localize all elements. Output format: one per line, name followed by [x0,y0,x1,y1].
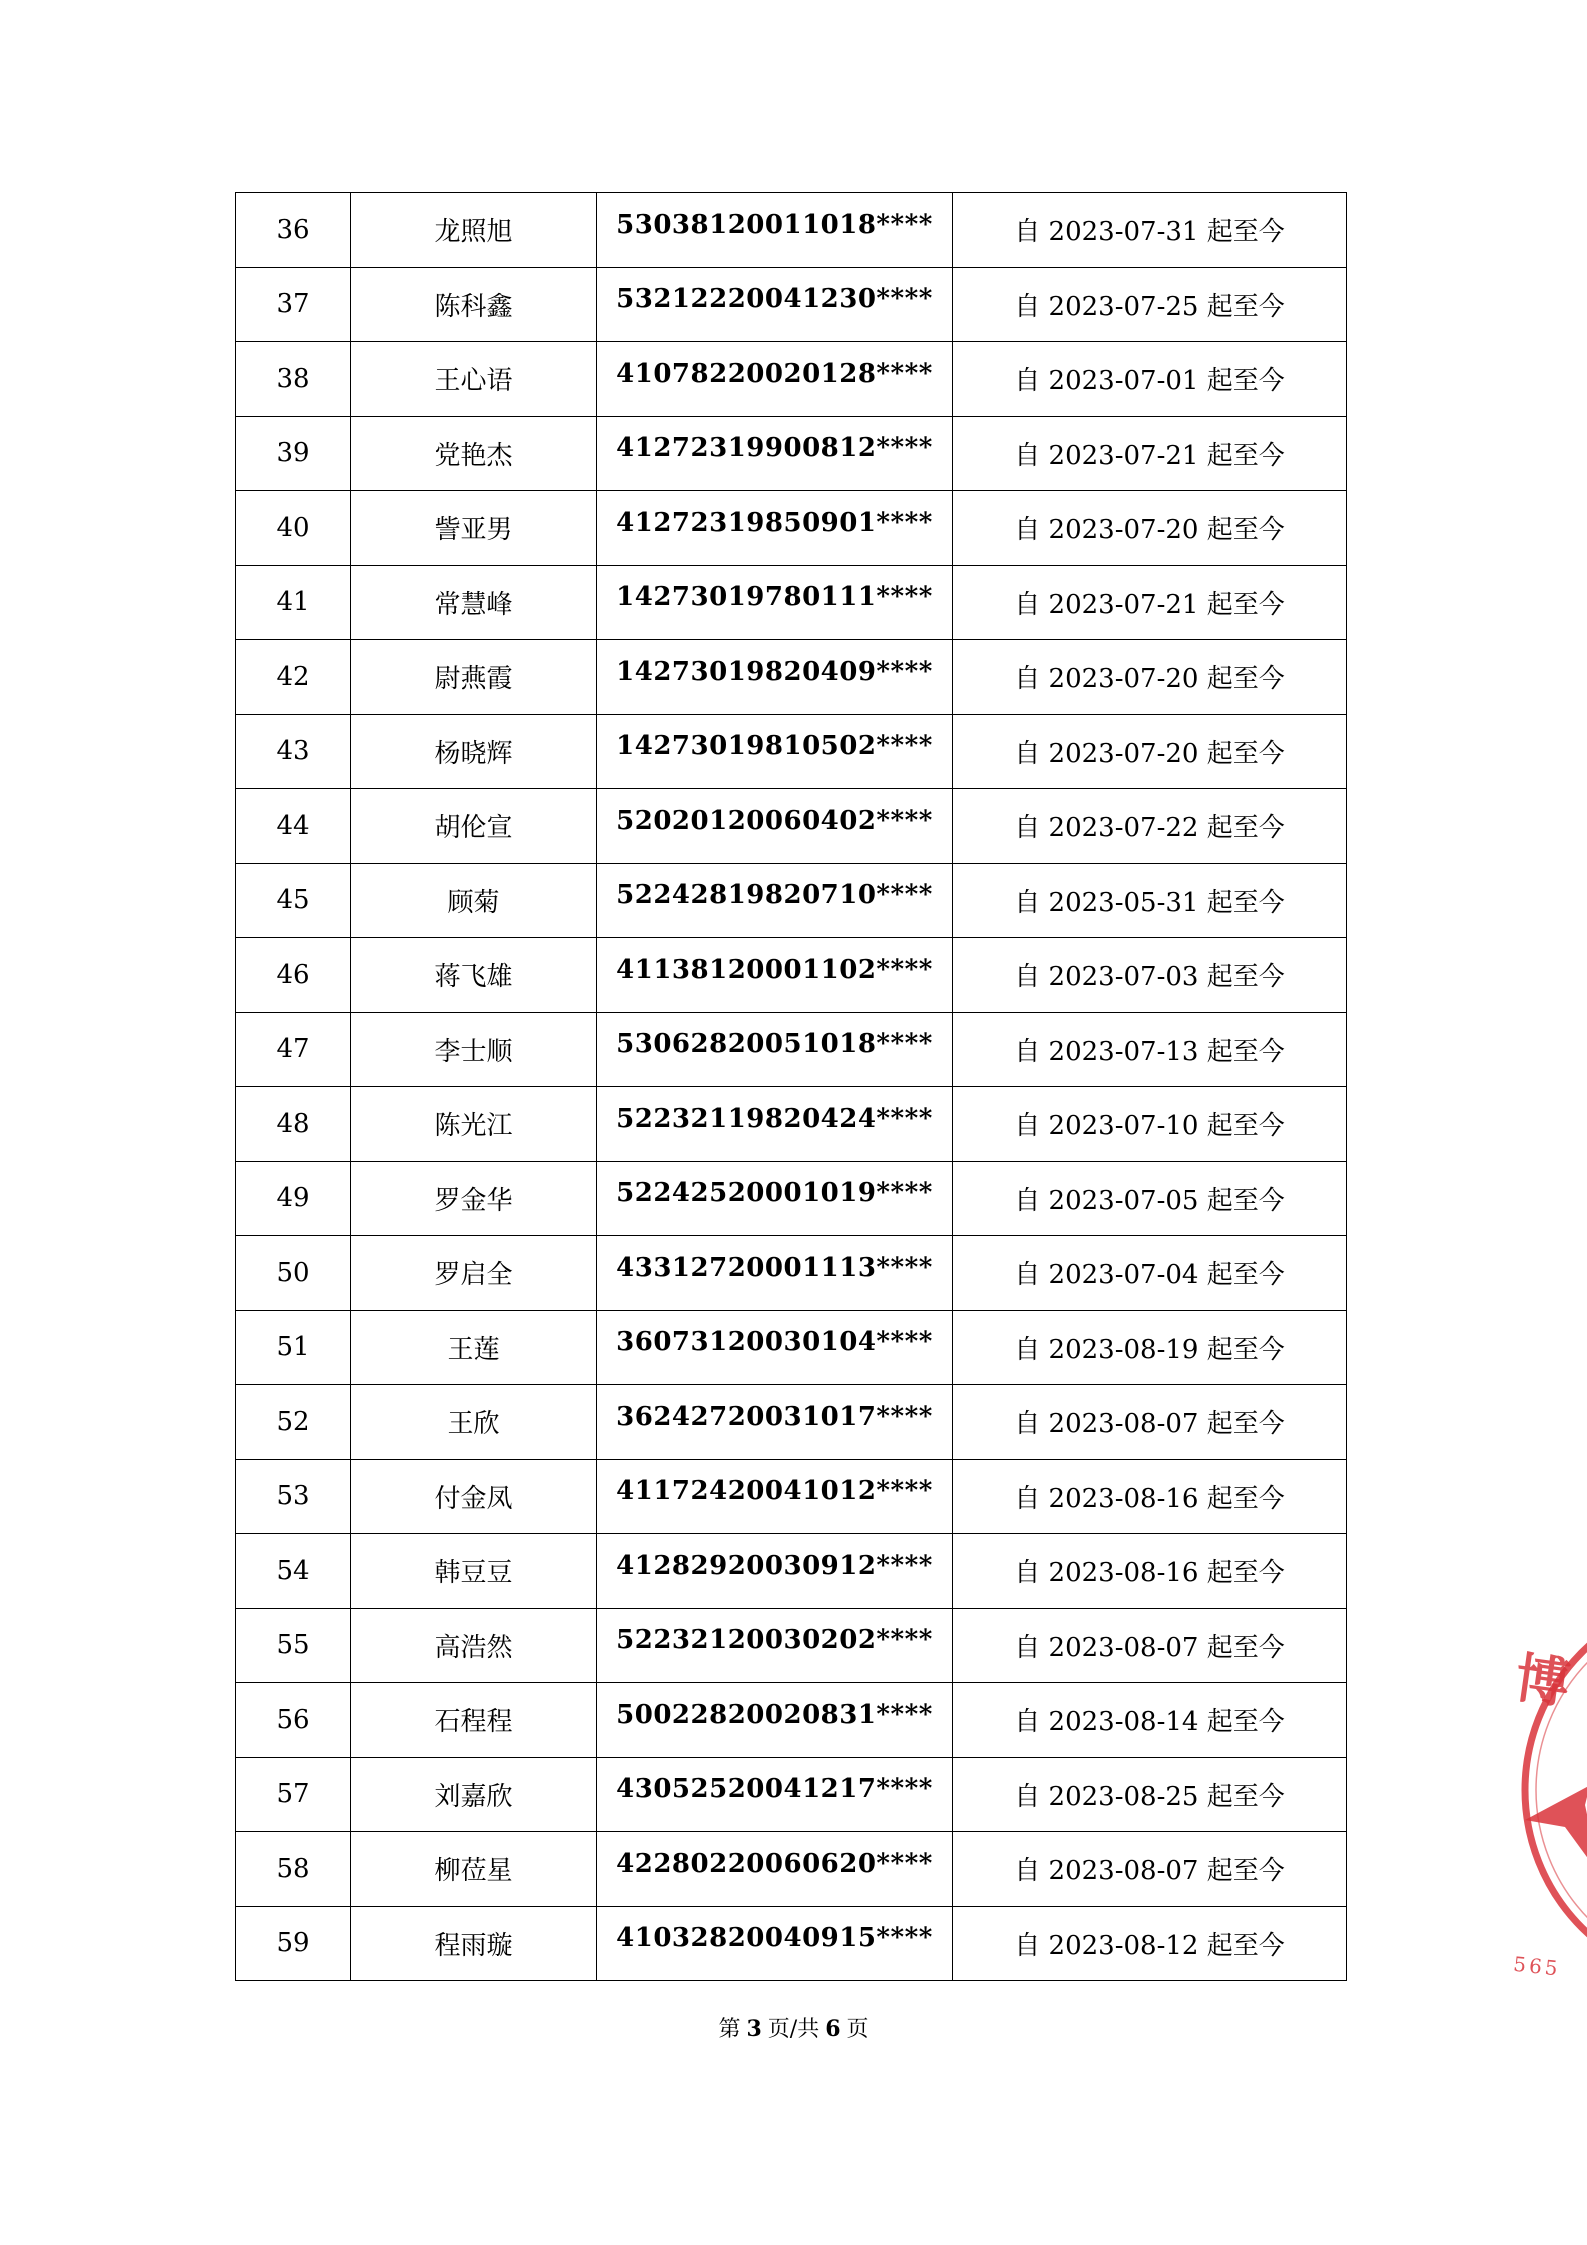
id-number-cell [597,1832,953,1907]
period-cell-text: 自 2023-07-20 起至今 [1014,664,1285,695]
seal-stamp-graphic [1505,1605,1587,2005]
seq-cell [236,1534,351,1609]
table-row [236,1310,1347,1385]
id-number-cell-text: 50022820020831**** [616,1699,933,1730]
id-number-cell-text: 52242819820710**** [616,880,933,911]
seq-cell [236,1310,351,1385]
id-number-cell [597,714,953,789]
id-number-cell-text: 52232119820424**** [616,1103,933,1134]
name-cell-text: 王心语 [434,366,513,397]
seq-cell-text: 59 [276,1928,310,1959]
period-cell [953,1012,1347,1087]
period-cell-text: 自 2023-08-25 起至今 [1014,1781,1285,1812]
name-cell [351,1385,597,1460]
seq-cell [236,1832,351,1907]
id-number-cell-text: 36073120030104**** [616,1327,933,1358]
name-cell-text: 顾菊 [447,887,500,918]
id-number-cell [597,342,953,417]
period-cell-text: 自 2023-08-16 起至今 [1014,1558,1285,1589]
id-number-cell [597,491,953,566]
name-cell [351,1683,597,1758]
seq-cell-text: 52 [276,1406,310,1437]
period-cell [953,863,1347,938]
name-cell-text: 韩豆豆 [434,1558,513,1589]
period-cell [953,1534,1347,1609]
seq-cell [236,1161,351,1236]
name-cell [351,1236,597,1311]
footer-prefix: 第 [718,2017,741,2042]
id-number-cell-text: 43052520041217**** [616,1774,933,1805]
id-number-cell-text: 43312720001113**** [616,1252,933,1283]
seq-cell [236,1087,351,1162]
period-cell-text: 自 2023-08-07 起至今 [1014,1409,1285,1440]
id-number-cell [597,1906,953,1981]
period-cell-text: 自 2023-08-19 起至今 [1014,1334,1285,1365]
name-cell-text: 尉燕霞 [434,664,513,695]
name-cell-text: 陈光江 [434,1111,513,1142]
period-cell [953,1087,1347,1162]
name-cell-text: 杨晓辉 [434,738,513,769]
seq-cell-text: 51 [276,1332,310,1363]
id-number-cell [597,1385,953,1460]
period-cell [953,1236,1347,1311]
period-cell-text: 自 2023-07-01 起至今 [1014,366,1285,397]
seq-cell-text: 37 [276,289,310,320]
seq-cell [236,714,351,789]
total-pages-number: 6 [825,2016,841,2042]
name-cell [351,938,597,1013]
period-cell-text: 自 2023-07-10 起至今 [1014,1111,1285,1142]
id-number-cell [597,1608,953,1683]
table-row [236,1385,1347,1460]
name-cell [351,1161,597,1236]
id-number-cell [597,1683,953,1758]
table-row [236,1906,1347,1981]
name-cell-text: 高浩然 [434,1632,513,1663]
id-number-cell [597,193,953,268]
period-cell [953,416,1347,491]
table-row [236,640,1347,715]
name-cell-text: 訾亚男 [434,515,513,546]
name-cell [351,1534,597,1609]
period-cell [953,938,1347,1013]
seq-cell [236,342,351,417]
id-number-cell [597,1757,953,1832]
id-number-cell-text: 53038120011018**** [616,209,933,240]
seal-number: 565 [1512,1951,1562,1981]
seq-cell [236,416,351,491]
id-number-cell [597,1161,953,1236]
footer-suffix: 页 [846,2017,869,2042]
name-cell-text: 蒋飞雄 [434,962,513,993]
period-cell-text: 自 2023-07-25 起至今 [1014,291,1285,322]
table-row [236,193,1347,268]
period-cell-text: 自 2023-07-05 起至今 [1014,1185,1285,1216]
seq-cell [236,1012,351,1087]
roster-table [235,192,1347,1981]
period-cell [953,1832,1347,1907]
period-cell [953,1906,1347,1981]
seq-cell-text: 53 [276,1481,310,1512]
period-cell-text: 自 2023-07-13 起至今 [1014,1036,1285,1067]
seq-cell-text: 57 [276,1779,310,1810]
seq-cell [236,491,351,566]
id-number-cell-text: 41138120001102**** [616,954,933,985]
period-cell [953,193,1347,268]
id-number-cell-text: 52020120060402**** [616,805,933,836]
table-row [236,1534,1347,1609]
period-cell-text: 自 2023-07-03 起至今 [1014,962,1285,993]
table-row [236,1757,1347,1832]
table-row [236,938,1347,1013]
name-cell-text: 王莲 [447,1334,500,1365]
period-cell [953,565,1347,640]
id-number-cell-text: 42280220060620**** [616,1848,933,1879]
seq-cell-text: 43 [276,736,310,767]
name-cell [351,1757,597,1832]
seq-cell-text: 48 [276,1108,310,1139]
table-row [236,342,1347,417]
id-number-cell-text: 41282920030912**** [616,1550,933,1581]
name-cell-text: 罗启全 [434,1260,513,1291]
official-seal [1505,1605,1587,2005]
id-number-cell-text: 52242520001019**** [616,1178,933,1209]
id-number-cell [597,267,953,342]
period-cell [953,1757,1347,1832]
footer-middle: 页/共 [767,2017,820,2042]
period-cell-text: 自 2023-07-22 起至今 [1014,813,1285,844]
period-cell-text: 自 2023-08-12 起至今 [1014,1930,1285,1961]
seq-cell [236,1459,351,1534]
seq-cell-text: 46 [276,959,310,990]
name-cell-text: 付金凤 [434,1483,513,1514]
seq-cell [236,1608,351,1683]
id-number-cell-text: 53212220041230**** [616,284,933,315]
id-number-cell [597,1087,953,1162]
period-cell-text: 自 2023-08-16 起至今 [1014,1483,1285,1514]
name-cell [351,1832,597,1907]
id-number-cell-text: 41272319900812**** [616,433,933,464]
seq-cell [236,640,351,715]
table-row [236,1683,1347,1758]
id-number-cell [597,1012,953,1087]
name-cell [351,193,597,268]
seq-cell-text: 54 [276,1555,310,1586]
period-cell-text: 自 2023-07-20 起至今 [1014,515,1285,546]
seq-cell-text: 41 [276,587,310,618]
period-cell [953,1385,1347,1460]
name-cell-text: 柳莅星 [434,1856,513,1887]
id-number-cell [597,863,953,938]
id-number-cell [597,1534,953,1609]
id-number-cell-text: 14273019820409**** [616,656,933,687]
id-number-cell-text: 41078220020128**** [616,358,933,389]
id-number-cell-text: 14273019810502**** [616,731,933,762]
seq-cell [236,789,351,864]
name-cell-text: 陈科鑫 [434,291,513,322]
seq-cell [236,565,351,640]
period-cell [953,1608,1347,1683]
seq-cell [236,863,351,938]
current-page-number: 3 [746,2016,762,2042]
table-row [236,1236,1347,1311]
id-number-cell [597,789,953,864]
name-cell [351,565,597,640]
period-cell-text: 自 2023-07-04 起至今 [1014,1260,1285,1291]
period-cell [953,1459,1347,1534]
seal-glyph: 博 [1511,1645,1574,1717]
name-cell [351,714,597,789]
seq-cell [236,938,351,1013]
period-cell [953,640,1347,715]
seq-cell-text: 47 [276,1034,310,1065]
period-cell-text: 自 2023-07-20 起至今 [1014,738,1285,769]
name-cell [351,416,597,491]
table-row [236,1608,1347,1683]
name-cell-text: 党艳杰 [434,440,513,471]
name-cell-text: 刘嘉欣 [434,1781,513,1812]
name-cell-text: 罗金华 [434,1185,513,1216]
period-cell [953,1161,1347,1236]
period-cell-text: 自 2023-08-07 起至今 [1014,1856,1285,1887]
seq-cell-text: 55 [276,1630,310,1661]
table-row [236,1161,1347,1236]
name-cell-text: 石程程 [434,1707,513,1738]
table-row [236,789,1347,864]
id-number-cell [597,1310,953,1385]
name-cell [351,267,597,342]
id-number-cell [597,565,953,640]
period-cell [953,789,1347,864]
period-cell [953,342,1347,417]
id-number-cell-text: 41032820040915**** [616,1923,933,1954]
period-cell-text: 自 2023-08-07 起至今 [1014,1632,1285,1663]
id-number-cell [597,640,953,715]
seq-cell [236,193,351,268]
name-cell [351,1608,597,1683]
name-cell [351,640,597,715]
id-number-cell [597,1459,953,1534]
period-cell-text: 自 2023-07-21 起至今 [1014,589,1285,620]
name-cell [351,789,597,864]
name-cell [351,863,597,938]
seq-cell [236,267,351,342]
period-cell [953,1683,1347,1758]
id-number-cell-text: 52232120030202**** [616,1625,933,1656]
name-cell-text: 龙照旭 [434,217,513,248]
name-cell-text: 胡伦宣 [434,813,513,844]
seq-cell [236,1683,351,1758]
table-row [236,565,1347,640]
name-cell-text: 王欣 [447,1409,500,1440]
name-cell [351,1459,597,1534]
name-cell [351,1906,597,1981]
name-cell [351,1087,597,1162]
name-cell [351,1310,597,1385]
period-cell [953,1310,1347,1385]
period-cell [953,491,1347,566]
page-footer [0,2012,1587,2043]
seq-cell-text: 36 [276,214,310,245]
id-number-cell-text: 14273019780111**** [616,582,933,613]
table-row [236,714,1347,789]
name-cell [351,1012,597,1087]
id-number-cell [597,416,953,491]
period-cell-text: 自 2023-07-21 起至今 [1014,440,1285,471]
table-row [236,1832,1347,1907]
seq-cell-text: 50 [276,1257,310,1288]
id-number-cell-text: 36242720031017**** [616,1401,933,1432]
name-cell [351,342,597,417]
table-row [236,491,1347,566]
seq-cell-text: 38 [276,363,310,394]
id-number-cell-text: 41172420041012**** [616,1476,933,1507]
seq-cell-text: 40 [276,512,310,543]
name-cell-text: 程雨璇 [434,1930,513,1961]
period-cell-text: 自 2023-08-14 起至今 [1014,1707,1285,1738]
name-cell-text: 李士顺 [434,1036,513,1067]
seq-cell [236,1757,351,1832]
seq-cell-text: 58 [276,1853,310,1884]
id-number-cell-text: 41272319850901**** [616,507,933,538]
seq-cell-text: 39 [276,438,310,469]
table-row [236,416,1347,491]
seq-cell [236,1385,351,1460]
id-number-cell-text: 53062820051018**** [616,1029,933,1060]
seq-cell-text: 44 [276,810,310,841]
period-cell [953,714,1347,789]
id-number-cell [597,1236,953,1311]
table-row [236,267,1347,342]
name-cell [351,491,597,566]
seq-cell-text: 42 [276,661,310,692]
table-row [236,1459,1347,1534]
table-row [236,1087,1347,1162]
table-row [236,1012,1347,1087]
period-cell-text: 自 2023-07-31 起至今 [1014,217,1285,248]
seq-cell-text: 49 [276,1183,310,1214]
roster-table-body [236,193,1347,1981]
period-cell-text: 自 2023-05-31 起至今 [1014,887,1285,918]
name-cell-text: 常慧峰 [434,589,513,620]
seq-cell-text: 45 [276,885,310,916]
table-row [236,863,1347,938]
period-cell [953,267,1347,342]
id-number-cell [597,938,953,1013]
seq-cell-text: 56 [276,1704,310,1735]
seq-cell [236,1236,351,1311]
seq-cell [236,1906,351,1981]
